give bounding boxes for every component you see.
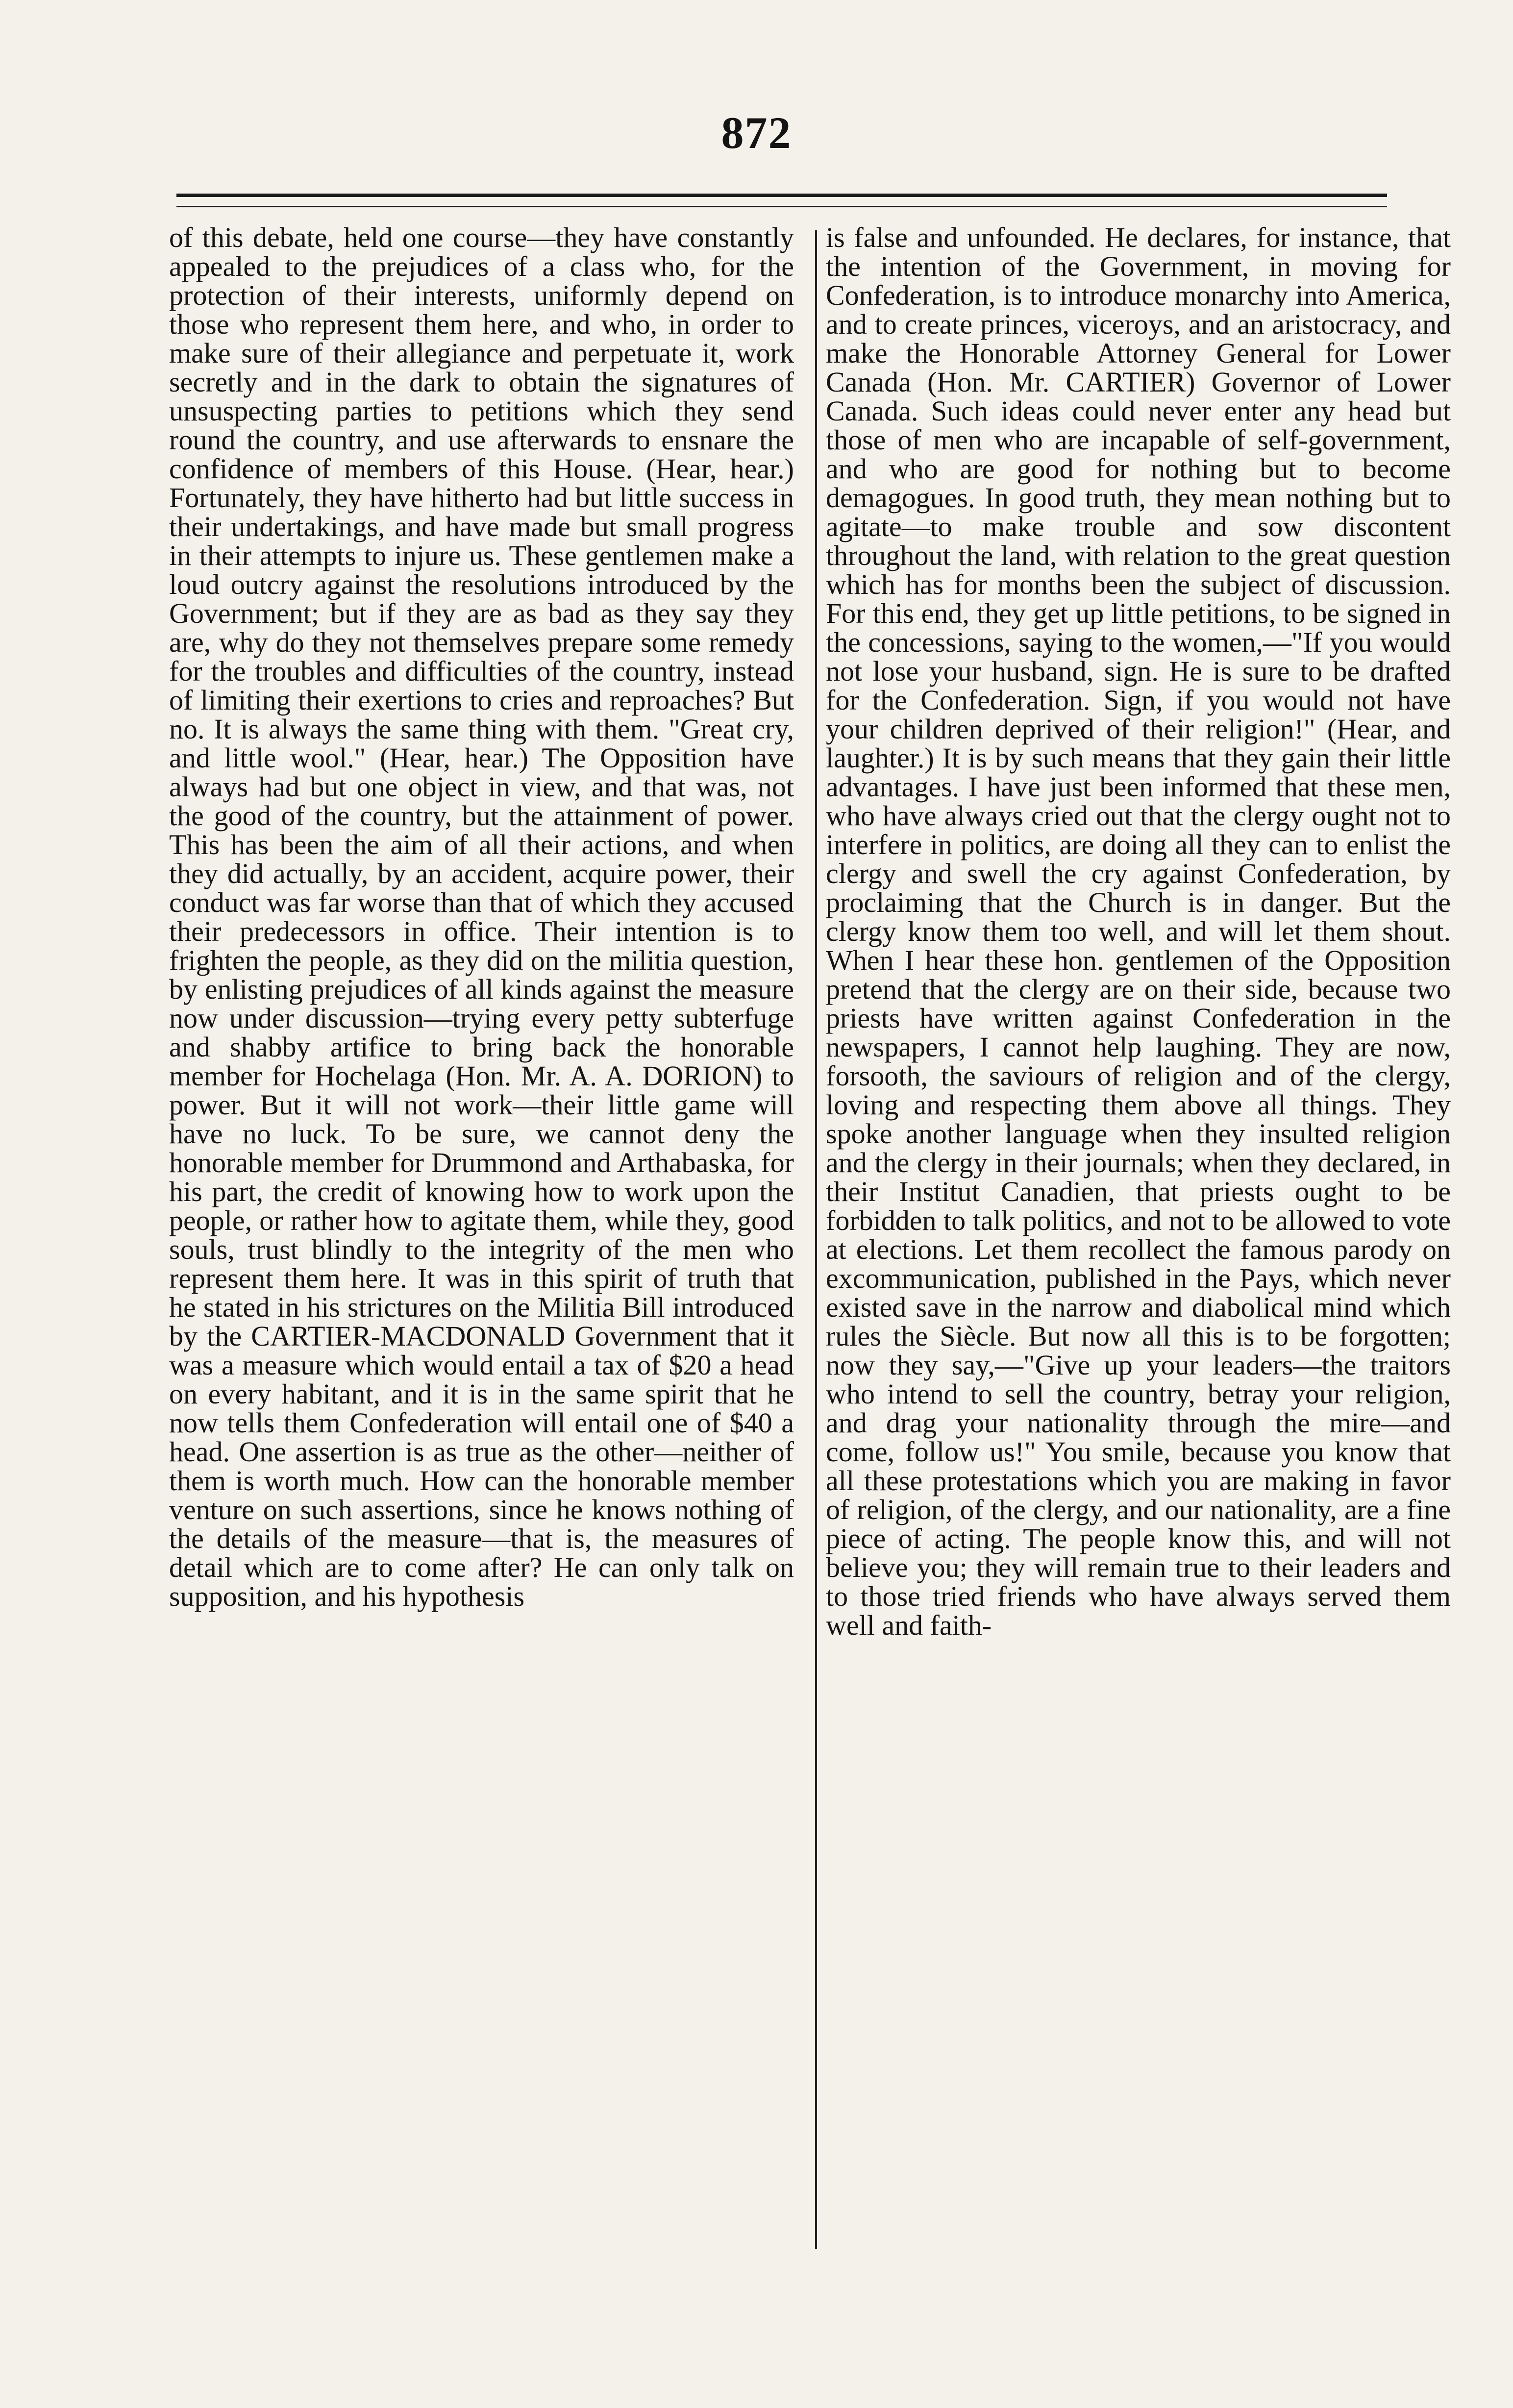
left-column-text: of this debate, held one course—they have constantly appealed to the prejudices of a class who, for the protection of their interests, uniformly depend on those who represent them here, and who, in order to make sure of their allegiance and perpetuate it, work secretly and in the dark to obtain the signatures of unsuspecting parties to petitions which they send round the country, and use afterwards to ensnare the confidence of members of this House. (Hear, hear.) Fortunately, they have hitherto had but little success in their undertakings, and have made but small progress in their attempts to injure us. These gentlemen make a loud outcry against the resolutions introduced by the Government; but if they are as bad as they say they are, why do they not themselves prepare some remedy for the troubles and difficulties of the country, instead of limiting their exertions to cries and reproaches? But no. It is always the same thing with them. "Great cry, and little wool." (Hear, hear.) The Opposition have always had but one object in view, and that was, not the good of the country, but the attainment of power. This has been the aim of all their actions, and when they did actually, by an accident, acquire power, their conduct was far worse than that of which they accused their predecessors in office. Their intention is to frighten the people, as they did on the militia question, by enlisting prejudices of all kinds against the measure now under discussion—trying every petty subterfuge and shabby artifice to bring back the honorable member for Hochelaga (Hon. Mr. A. A. DORION) to power. But it will not work—their little game will have no luck. To be sure, we cannot deny the honorable member for Drummond and Arthabaska, for his part, the credit of knowing how to work upon the people, or rather how to agitate them, while they, good souls, trust blindly to the integrity of the men who represent them here. It was in this spirit of truth that he stated in his strictures on the Militia Bill introduced by the CARTIER-MACDONALD Government that it was a measure which would entail a tax of $20 a head on every habitant, and it is in the same spirit that he now tells them Confederation will entail one of $40 a head. One assertion is as true as the other—neither of them is worth much. How can the honorable member venture on such assertions, since he knows nothing of the details of the measure—that is, the measures of detail which are to come after? He can only talk on supposition, and his hypothesis <box>169 223 794 1612</box>
right-column <box>826 223 1451 2257</box>
right-column-text: is false and unfounded. He declares, for instance, that the intention of the Government, in moving for Confederation, is to introduce monarchy into America, and to create princes, viceroys, and an aristocracy, and make the Honorable Attorney General for Lower Canada (Hon. Mr. CARTIER) Governor of Lower Canada. Such ideas could never enter any head but those of men who are incapable of self-government, and who are good for nothing but to become demagogues. In good truth, they mean nothing but to agitate—to make trouble and sow discontent throughout the land, with relation to the great question which has for months been the subject of discussion. For this end, they get up little petitions, to be signed in the concessions, saying to the women,—"If you would not lose your husband, sign. He is sure to be drafted for the Confederation. Sign, if you would not have your children deprived of their religion!" (Hear, and laughter.) It is by such means that they gain their little advantages. I have just been informed that these men, who have always cried out that the clergy ought not to interfere in politics, are doing all they can to enlist the clergy and swell the cry against Confederation, by proclaiming that the Church is in danger. But the clergy know them too well, and will let them shout. When I hear these hon. gentlemen of the Opposition pretend that the clergy are on their side, because two priests have written against Confederation in the newspapers, I cannot help laughing. They are now, forsooth, the saviours of religion and of the clergy, loving and respecting them above all things. They spoke another language when they insulted religion and the clergy in their journals; when they declared, in their Institut Canadien, that priests ought to be forbidden to talk politics, and not to be allowed to vote at elections. Let them recollect the famous parody on excommunication, published in the Pays, which never existed save in the narrow and diabolical mind which rules the Siècle. But now all this is to be forgotten; now they say,—"Give up your leaders—the traitors who intend to sell the country, betray your religion, and drag your nationality through the mire—and come, follow us!" You smile, because you know that all these protestations which you are making in favor of religion, of the clergy, and our nationality, are a fine piece of acting. The people know this, and will not believe you; they will remain true to their leaders and to those tried friends who have always served them well and faith- <box>826 223 1451 1641</box>
left-column <box>169 223 794 2257</box>
header-rule-thick <box>176 194 1387 197</box>
header-rule-thin <box>176 206 1387 207</box>
page-number: 872 <box>721 108 792 158</box>
column-divider <box>815 230 817 2249</box>
